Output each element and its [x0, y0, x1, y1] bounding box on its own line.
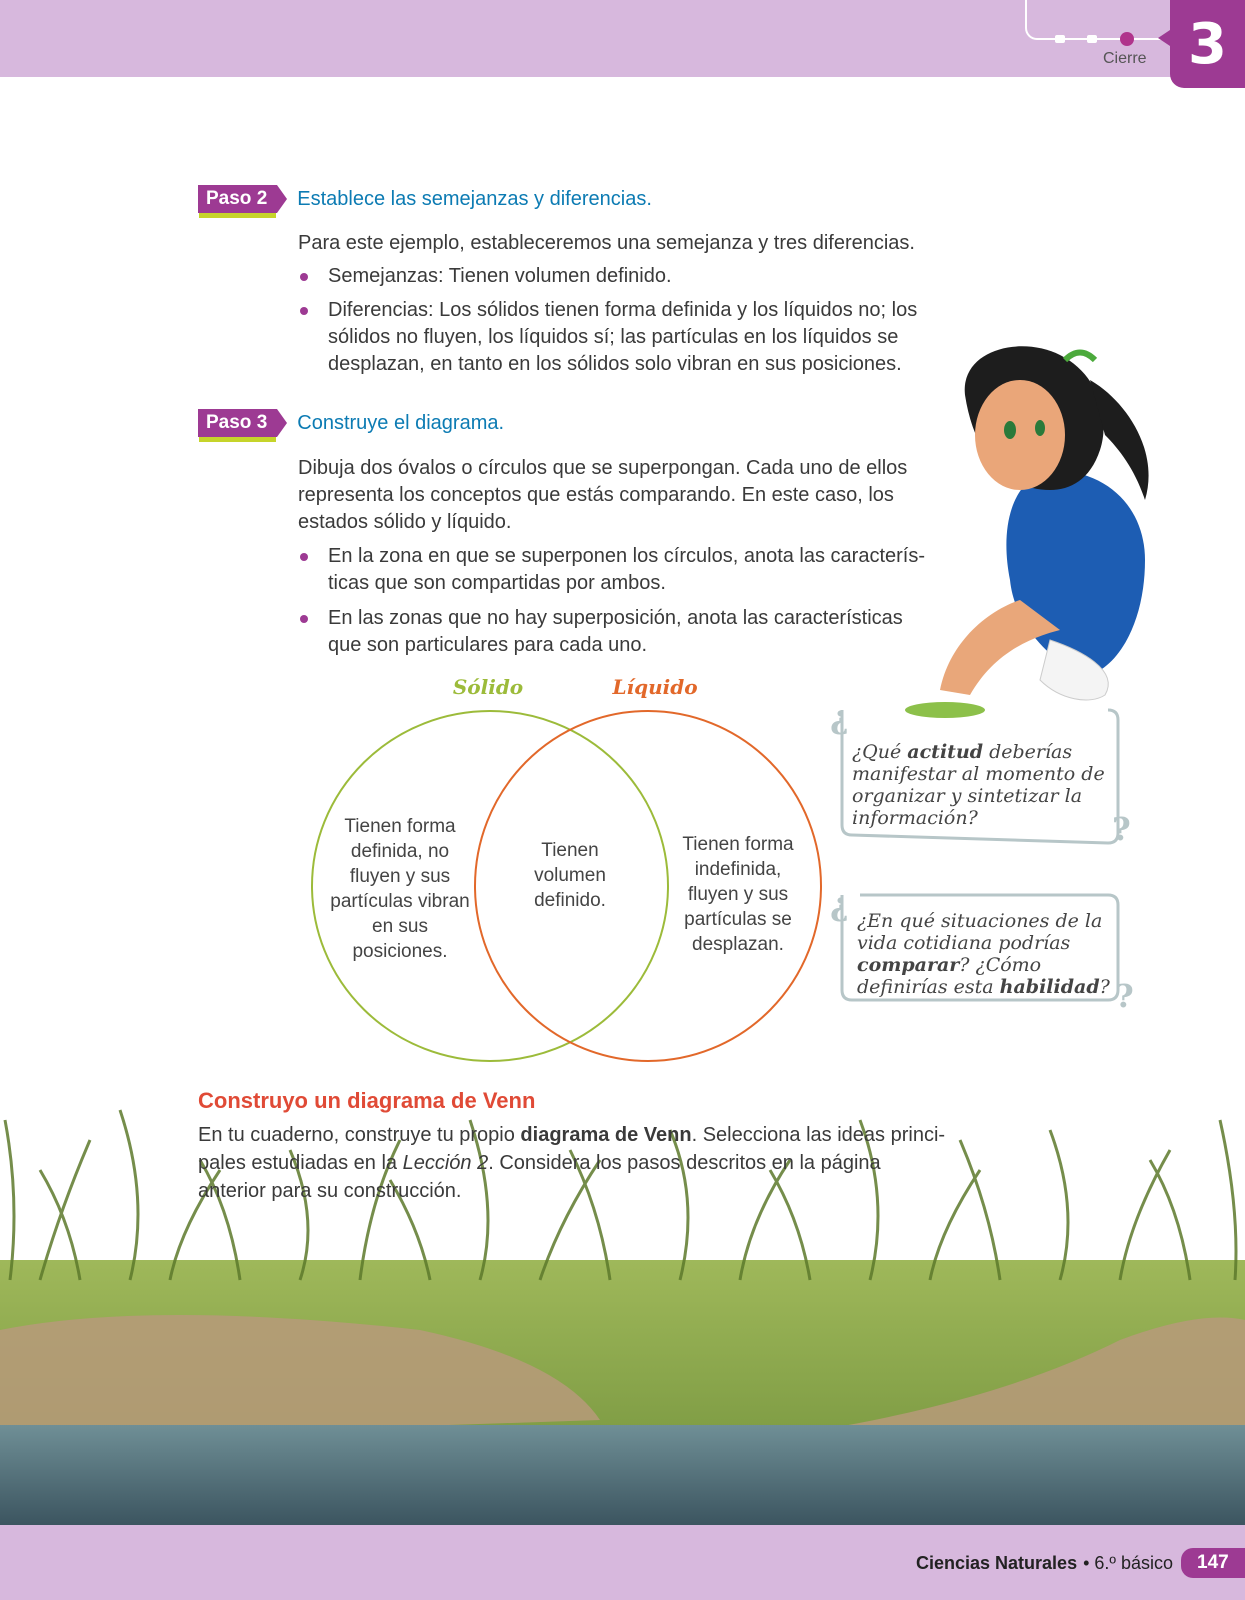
girl-illustration [860, 340, 1190, 720]
list-item [298, 605, 940, 659]
venn-label-solido: Sólido [452, 675, 524, 699]
list-item-text: Diferencias: Los sólidos tienen forma definida y los líquidos no; los sólidos no fluyen, los líquidos sí; las partículas en los líquidos se desplazan, en tanto en los sólidos solo vibran en sus posiciones. [328, 299, 918, 375]
svg-text:?: ? [1112, 810, 1131, 848]
step-title: Establece las semejanzas y diferencias. [297, 187, 652, 210]
step-2-heading [198, 185, 652, 213]
list-item [298, 543, 940, 597]
svg-text:¿: ¿ [830, 700, 849, 736]
bullet-icon [300, 307, 308, 315]
page-number: 147 [1181, 1548, 1245, 1578]
reflection-question: ¿En qué situaciones de la vida cotidiana podrías comparar? ¿Cómo definirías esta habilidad? [857, 910, 1110, 998]
reflection-question: ¿Qué actitud deberías manifestar al momento de organizar y sintetizar la información? [852, 741, 1105, 829]
list-item-text: Semejanzas: Tienen volumen definido. [328, 265, 672, 287]
progress-dot-current [1120, 32, 1134, 46]
progress-dot [1055, 35, 1065, 43]
bullet-icon [300, 615, 308, 623]
venn-text-shared: Tienen volumen definido. [534, 840, 606, 911]
step-2-intro: Para este ejemplo, estableceremos una semejanza y tres diferencias. [298, 232, 915, 254]
venn-diagram [300, 668, 840, 1073]
footer [916, 1548, 1245, 1578]
step-3-heading [198, 409, 504, 437]
section-label: Cierre [1103, 50, 1147, 67]
bullet-icon [300, 273, 308, 281]
svg-text:?: ? [1115, 977, 1134, 1010]
step-badge: Paso 3 [198, 409, 277, 437]
activity-text: En tu cuaderno, construye tu propio diagrama de Venn. Selecciona las ideas princi-pales estudiadas en la Lección 2. Considera los pasos descritos en la página anterior para su construcción. [198, 1124, 946, 1202]
activity-title: Construyo un diagrama de Venn [198, 1088, 536, 1113]
venn-text-liquido: Tienen forma indefinida, fluyen y sus partículas se desplazan. [682, 834, 794, 955]
chapter-number: 3 [1170, 0, 1245, 88]
list-item-text: En la zona en que se superponen los círculos, anota las caracterís-ticas que son compartidas por ambos. [328, 545, 926, 594]
progress-track [1025, 0, 1167, 40]
svg-text:¿: ¿ [830, 885, 849, 923]
list-item-text: En las zonas que no hay superposición, anota las características que son particulares para cada uno. [328, 607, 903, 656]
step-title: Construye el diagrama. [297, 411, 505, 434]
grade-label: • 6.º básico [1083, 1552, 1173, 1573]
subject-name: Ciencias Naturales [916, 1552, 1078, 1573]
bullet-icon [300, 553, 308, 561]
step-badge: Paso 2 [198, 185, 277, 213]
venn-label-liquido: Líquido [612, 675, 698, 699]
list-item [298, 297, 940, 378]
venn-text-solido: Tienen forma definida, no fluyen y sus partículas vibran en sus posiciones. [330, 816, 470, 962]
step-3-intro: Dibuja dos óvalos o círculos que se superpongan. Cada uno de ellos representa los conceptos que estás comparando. En este caso, los estados sólido y líquido. [298, 457, 908, 533]
progress-dot [1087, 35, 1097, 43]
list-item [298, 263, 940, 290]
